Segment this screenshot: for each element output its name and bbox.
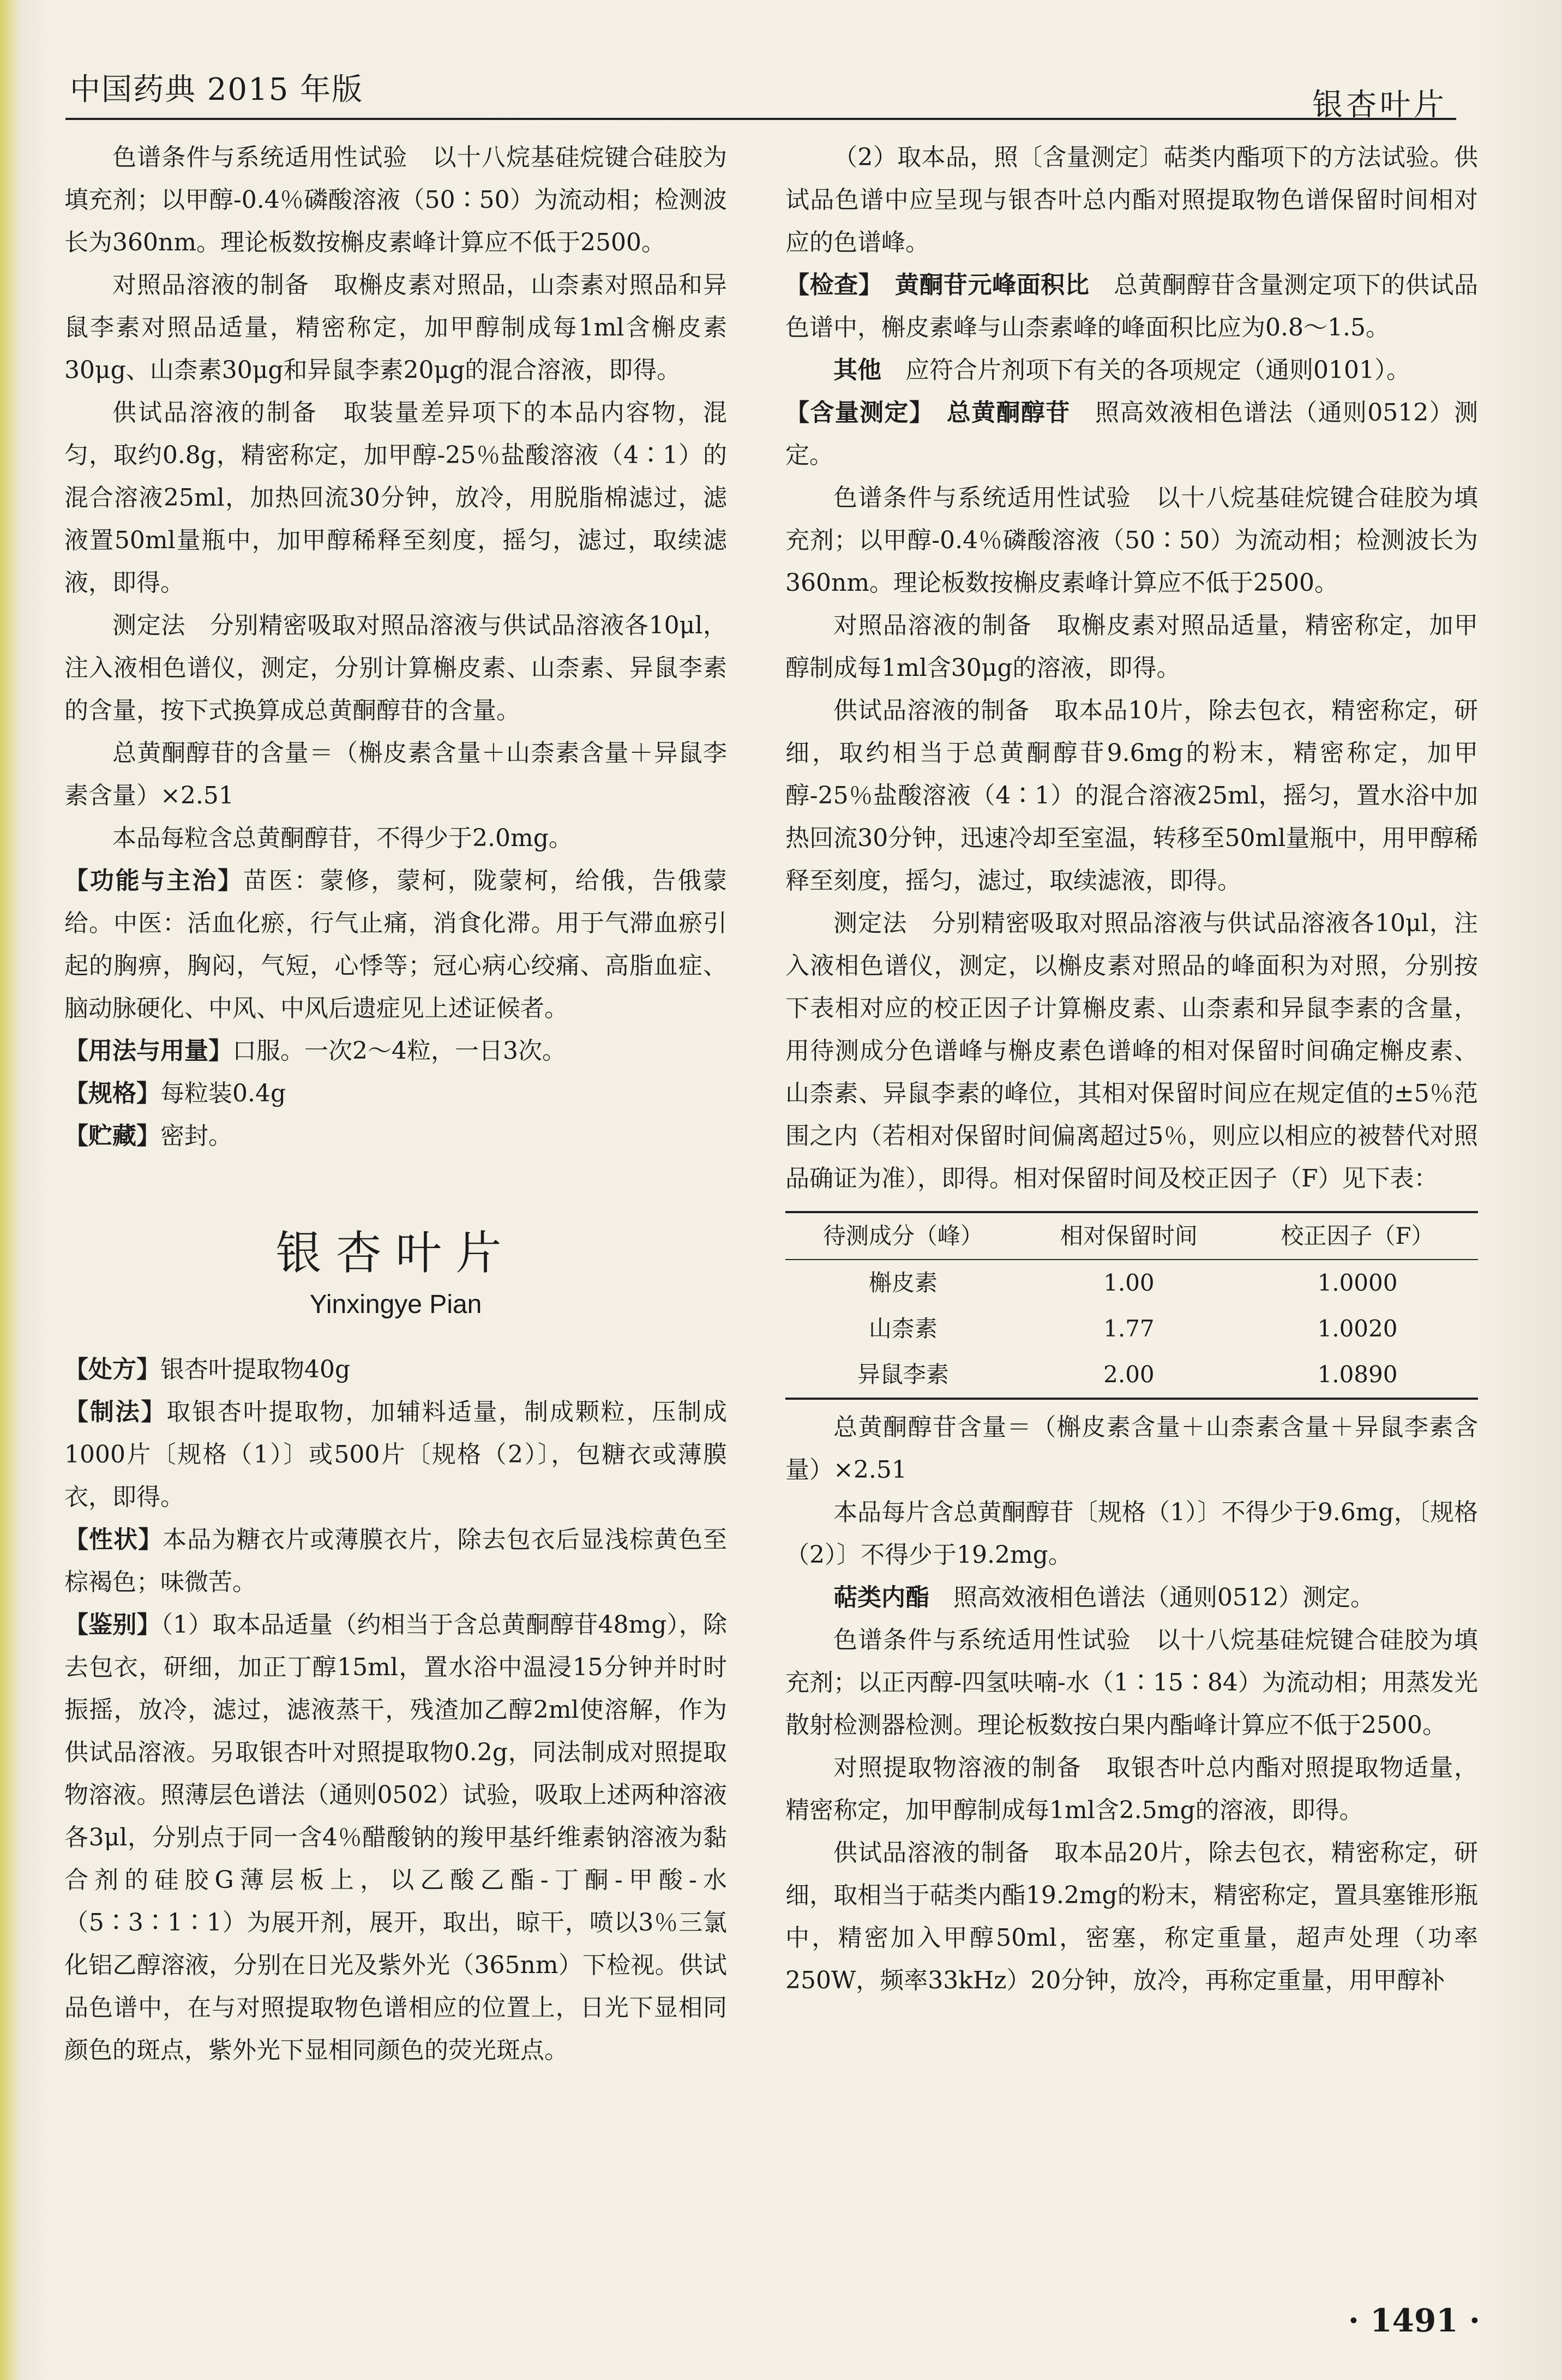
- table-header-cell: 待测成分（峰）: [822, 1222, 983, 1249]
- section-text: 照高效液相色谱法（通则0512）测定。: [953, 1584, 1374, 1611]
- section-text: 密封。: [160, 1122, 232, 1150]
- section-text: 本品为糖衣片或薄膜衣片，除去包衣后显浅棕黄色至棕褐色；味微苦。: [64, 1526, 728, 1596]
- section-text: 每粒装0.4g: [160, 1080, 286, 1107]
- subsection-label: 黄酮苷元峰面积比: [894, 271, 1090, 299]
- paragraph: 测定法 分别精密吸取对照品溶液与供试品溶液各10μl，注入液相色谱仪，测定，以槲皮素对照品的峰面积为对照，分别按下表相对应的校正因子计算槲皮素、山柰素和异鼠李素的含量，用待测成分色谱峰与槲皮素色谱峰的相对保留时间确定槲皮素、山柰素、异鼠李素的峰位，其相对保留时间应在规定值的±5％范围之内（若相对保留时间偏离超过5％，则应以相应的被替代对照品确证为准），即得。相对保留时间及校正因子（F）见下表：: [785, 909, 1478, 1192]
- table-header-row: [785, 1212, 1478, 1260]
- paragraph: 供试品溶液的制备 取本品20片，除去包衣，精密称定，研细，取相当于萜类内酯19.2mg的粉末，精密称定，置具塞锥形瓶中，精密加入甲醇50ml，密塞，称定重量，超声处理（功率250W，频率33kHz）20分钟，放冷，再称定重量，用甲醇补: [785, 1839, 1478, 1994]
- section-spec: [64, 1072, 727, 1115]
- monograph-title: 银杏叶片: [275, 1226, 516, 1280]
- subsection-label: 总黄酮醇苷: [946, 399, 1071, 427]
- paragraph: （2）取本品，照〔含量测定〕萜类内酯项下的方法试验。供试品色谱中应呈现与银杏叶总内酯对照提取物色谱保留时间相对应的色谱峰。: [785, 143, 1478, 256]
- section-label: 【规格】: [64, 1080, 160, 1107]
- subsection-label: 其他: [833, 356, 881, 384]
- page-edge: [0, 0, 22, 2380]
- paragraph: 色谱条件与系统适用性试验 以十八烷基硅烷键合硅胶为填充剂；以正丙醇-四氢呋喃-水（1∶15∶84）为流动相；用蒸发光散射检测器检测。理论板数按白果内酯峰计算应不低于2500。: [785, 1626, 1478, 1739]
- section-text: 照高效液相色谱法（通则0512）测定。: [785, 399, 1479, 469]
- section-assay: [785, 392, 1478, 477]
- paragraph: 对照品溶液的制备 取槲皮素对照品适量，精密称定，加甲醇制成每1ml含30μg的溶液，即得。: [785, 612, 1478, 682]
- section-label: 【鉴别】: [64, 1611, 161, 1639]
- subsection-label: 萜类内酯: [833, 1584, 929, 1611]
- table-row: [785, 1260, 1478, 1306]
- section-label: 【制法】: [64, 1398, 167, 1426]
- section-label: 【功能与主治】: [64, 867, 243, 895]
- section-text: 苗医：蒙修，蒙柯，陇蒙柯，给俄，告俄蒙给。中医：活血化瘀，行气止痛，消食化滞。用于气滞血瘀引起的胸痹，胸闷，气短，心悸等；冠心病心绞痛、高脂血症、脑动脉硬化、中风、中风后遗症见上述证候者。: [64, 867, 728, 1022]
- correction-factor-table: [785, 1211, 1478, 1400]
- paragraph: 供试品溶液的制备 取本品10片，除去包衣，精密称定，研细，取约相当于总黄酮醇苷9.6mg的粉末，精密称定，加甲醇-25％盐酸溶液（4∶1）的混合溶液25ml，摇匀，置水浴中加热回流30分钟，迅速冷却至室温，转移至50ml量瓶中，用甲醇稀释至刻度，摇匀，滤过，取续滤液，即得。: [785, 697, 1478, 895]
- table-cell: 1.0890: [1317, 1361, 1398, 1388]
- paragraph: 测定法 分别精密吸取对照品溶液与供试品溶液各10μl，注入液相色谱仪，测定，分别计算槲皮素、山柰素、异鼠李素的含量，按下式换算成总黄酮醇苷的含量。: [64, 612, 727, 724]
- table-cell: 山柰素: [868, 1315, 938, 1342]
- paragraph: 本品每片含总黄酮醇苷〔规格（1）〕不得少于9.6mg，〔规格（2）〕不得少于19.2mg。: [785, 1498, 1478, 1569]
- table-row: [785, 1352, 1478, 1399]
- section-text: （1）取本品适量（约相当于含总黄酮醇苷48mg），除去包衣，研细，加正丁醇15ml，置水浴中温浸15分钟并时时振摇，放冷，滤过，滤液蒸干，残渣加乙醇2ml使溶解，作为供试品溶液。另取银杏叶对照提取物0.2g，同法制成对照提取物溶液。照薄层色谱法（通则0502）试验，吸取上述两种溶液各3μl，分别点于同一含4％醋酸钠的羧甲基纤维素钠溶液为黏合剂的硅胶G薄层板上，以乙酸乙酯-丁酮-甲酸-水（5∶3∶1∶1）为展开剂，展开，取出，晾干，喷以3％三氯化铝乙醇溶液，分别在日光及紫外光（365nm）下检视。供试品色谱中，在与对照提取物色谱相应的位置上，日光下显相同颜色的斑点，紫外光下显相同颜色的荧光斑点。: [64, 1611, 728, 2064]
- section-text: 应符合片剂项下有关的各项规定（通则0101）。: [905, 356, 1410, 384]
- section-preparation: [64, 1391, 727, 1519]
- section-prescription: [64, 1348, 727, 1391]
- paragraph: 总黄酮醇苷的含量＝（槲皮素含量＋山柰素含量＋异鼠李素含量）×2.51: [64, 739, 727, 810]
- paragraph: 本品每粒含总黄酮醇苷，不得少于2.0mg。: [112, 824, 573, 852]
- table-cell: 1.77: [1103, 1315, 1155, 1342]
- section-label: 【贮藏】: [64, 1122, 160, 1150]
- section-label: 【性状】: [64, 1526, 163, 1554]
- section-terpene: [785, 1576, 1478, 1619]
- table-row: [785, 1306, 1478, 1352]
- section-other: [785, 349, 1478, 392]
- section-storage: [64, 1115, 727, 1158]
- section-text: 取银杏叶提取物，加辅料适量，制成颗粒，压制成1000片〔规格（1）〕或500片〔规格（2）〕，包糖衣或薄膜衣，即得。: [64, 1398, 728, 1511]
- table-cell: 1.00: [1103, 1269, 1155, 1296]
- section-text: 银杏叶提取物40g: [160, 1356, 351, 1383]
- paragraph: 对照品溶液的制备 取槲皮素对照品，山柰素对照品和异鼠李素对照品适量，精密称定，加甲醇制成每1ml含槲皮素30μg、山柰素30μg和异鼠李素20μg的混合溶液，即得。: [64, 271, 727, 384]
- paragraph: 对照提取物溶液的制备 取银杏叶总内酯对照提取物适量，精密称定，加甲醇制成每1ml含2.5mg的溶液，即得。: [785, 1754, 1478, 1824]
- paragraph: 色谱条件与系统适用性试验 以十八烷基硅烷键合硅胶为填充剂；以甲醇-0.4％磷酸溶液（50∶50）为流动相；检测波长为360nm。理论板数按槲皮素峰计算应不低于2500。: [64, 143, 727, 256]
- section-text: 总黄酮醇苷含量测定项下的供试品色谱中，槲皮素峰与山柰素峰的峰面积比应为0.8～1.5。: [785, 271, 1479, 341]
- monograph-pinyin: Yinxingye Pian: [309, 1290, 482, 1319]
- running-header-right: 银杏叶片: [1312, 87, 1447, 123]
- section-label: 【检查】: [785, 271, 871, 299]
- section-usage: [64, 1030, 727, 1072]
- monograph-title-block: [64, 1223, 727, 1327]
- table-cell: 1.0000: [1317, 1269, 1398, 1296]
- section-character: [64, 1519, 727, 1604]
- table-cell: 2.00: [1103, 1361, 1155, 1388]
- section-check: [785, 264, 1478, 349]
- table-cell: 槲皮素: [868, 1269, 938, 1296]
- table-cell: 1.0020: [1317, 1315, 1398, 1342]
- right-column: [785, 136, 1478, 2002]
- section-identification: [64, 1604, 727, 2072]
- running-header-left: 中国药典 2015 年版: [70, 72, 364, 107]
- section-label: 【用法与用量】: [64, 1037, 232, 1065]
- section-function: [64, 860, 727, 1030]
- paragraph: 供试品溶液的制备 取装量差异项下的本品内容物，混匀，取约0.8g，精密称定，加甲醇-25％盐酸溶液（4∶1）的混合溶液25ml，加热回流30分钟，放冷，用脱脂棉滤过，滤液置50ml量瓶中，加甲醇稀释至刻度，摇匀，滤过，取续滤液，即得。: [64, 399, 727, 597]
- table-header-cell: 相对保留时间: [1060, 1222, 1198, 1249]
- table-header-cell: 校正因子（F）: [1281, 1222, 1434, 1249]
- paragraph: 色谱条件与系统适用性试验 以十八烷基硅烷键合硅胶为填充剂；以甲醇-0.4％磷酸溶液（50∶50）为流动相；检测波长为360nm。理论板数按槲皮素峰计算应不低于2500。: [785, 484, 1478, 597]
- paragraph: 总黄酮醇苷含量＝（槲皮素含量＋山柰素含量＋异鼠李素含量）×2.51: [785, 1413, 1478, 1484]
- section-text: 口服。一次2～4粒，一日3次。: [232, 1037, 566, 1065]
- left-column: [64, 136, 727, 2072]
- header-rule: [65, 118, 1456, 120]
- section-label: 【处方】: [64, 1356, 160, 1383]
- table-cell: 异鼠李素: [857, 1361, 949, 1388]
- section-label: 【含量测定】: [785, 399, 922, 427]
- page-number: · 1491 ·: [1348, 2302, 1480, 2339]
